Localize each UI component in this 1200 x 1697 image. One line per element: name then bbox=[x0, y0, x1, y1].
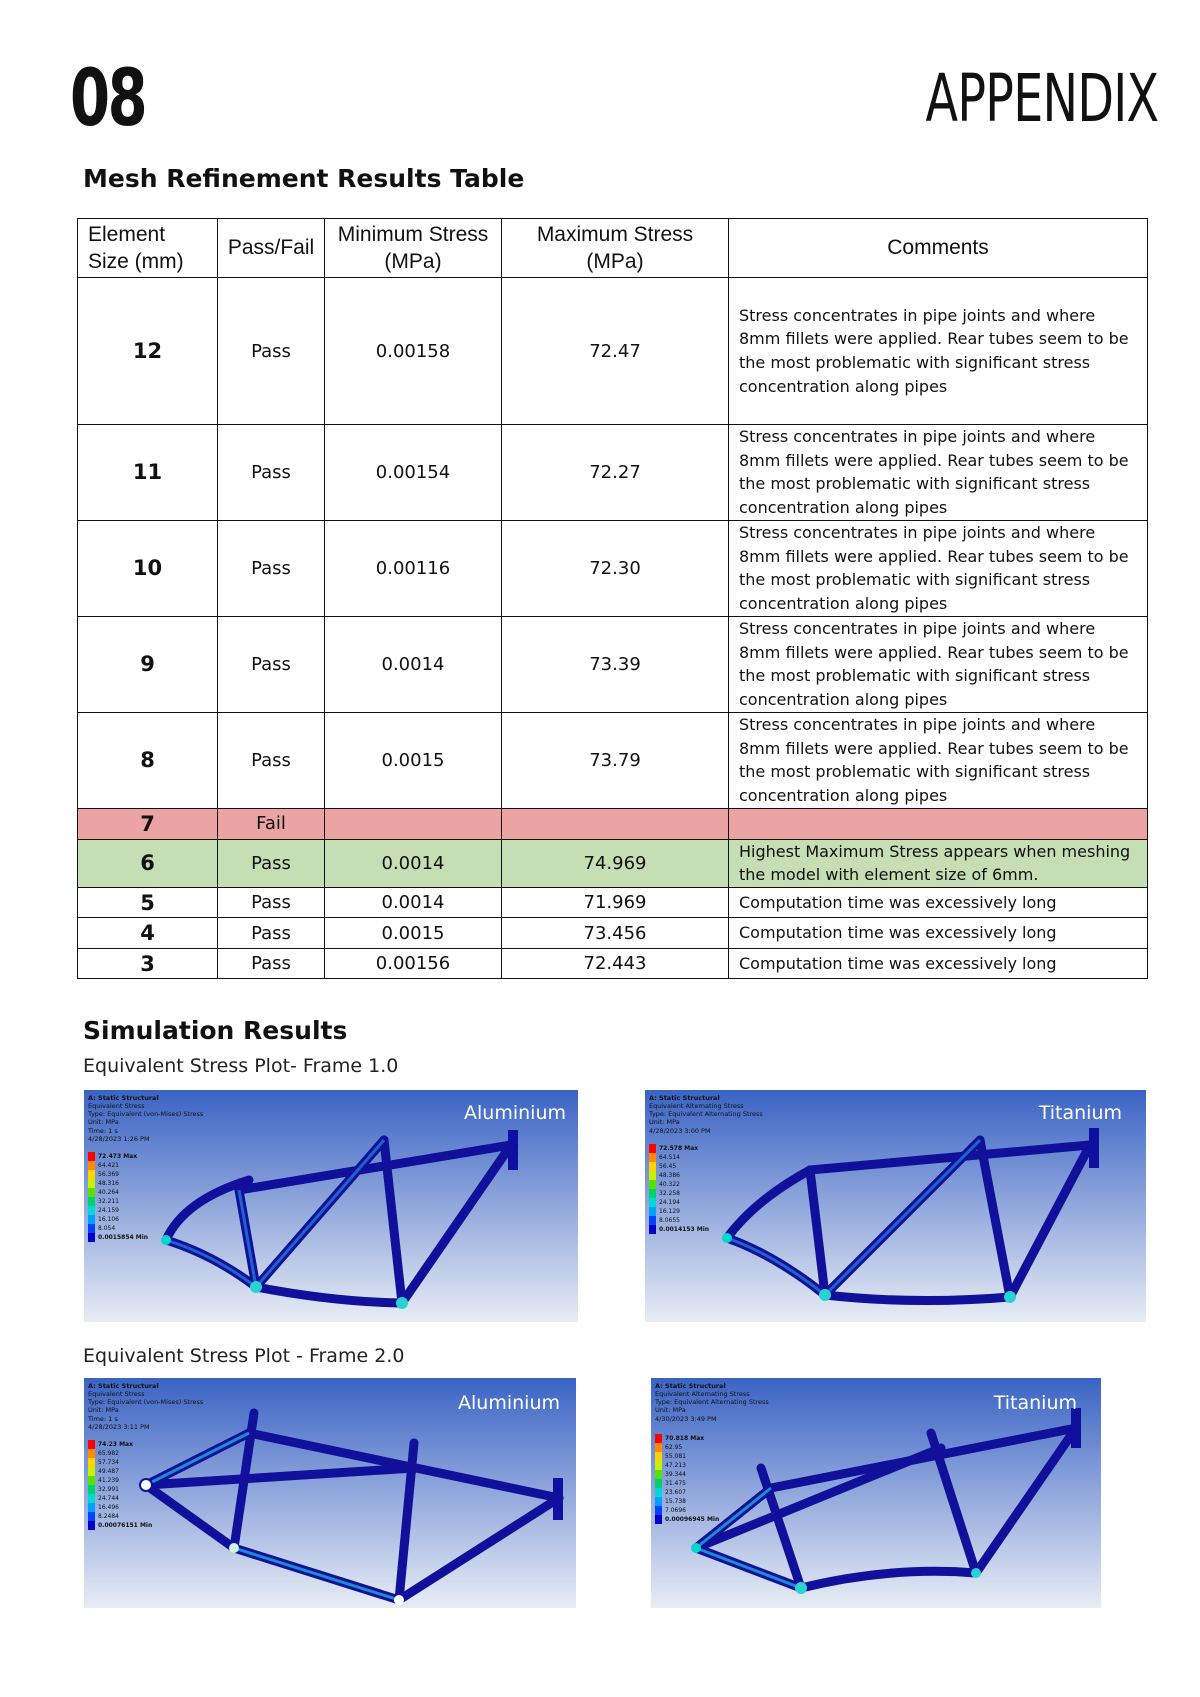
cell-size: 8 bbox=[78, 712, 218, 808]
table-row bbox=[78, 616, 1148, 712]
cell-min: 0.0015 bbox=[325, 712, 502, 808]
cell-result: Pass bbox=[218, 888, 325, 918]
stress-plot-frame2-titanium bbox=[651, 1378, 1101, 1608]
cell-min: 0.0014 bbox=[325, 616, 502, 712]
material-label: Titanium bbox=[993, 1392, 1077, 1414]
cell-comment: Computation time was excessively long bbox=[729, 949, 1148, 979]
frame1-label: Equivalent Stress Plot- Frame 1.0 bbox=[83, 1055, 399, 1077]
table-row-highlight bbox=[78, 839, 1148, 887]
table-row bbox=[78, 918, 1148, 949]
cell-result: Pass bbox=[218, 712, 325, 808]
cell-result: Pass bbox=[218, 839, 325, 887]
stress-legend: 72.473 Max 64.421 56.369 48.316 40.264 32.211 24.159 16.106 8.054 0.0015854 Min bbox=[88, 1152, 148, 1242]
cell-max: 73.456 bbox=[502, 918, 729, 949]
cell-max: 73.39 bbox=[502, 616, 729, 712]
cell-size: 11 bbox=[78, 425, 218, 521]
cell-min bbox=[325, 808, 502, 839]
cell-result: Pass bbox=[218, 616, 325, 712]
stress-plot-frame2-aluminium bbox=[84, 1378, 576, 1608]
cell-min: 0.0014 bbox=[325, 839, 502, 887]
cell-min: 0.00154 bbox=[325, 425, 502, 521]
cell-result: Pass bbox=[218, 520, 325, 616]
plot-info: A: Static Structural Equivalent Alternating Stress Type: Equivalent Alternating Stress Unit: MPa 4/28/2023 3:00 PM bbox=[649, 1094, 763, 1135]
cell-min: 0.00156 bbox=[325, 949, 502, 979]
material-label: Aluminium bbox=[464, 1102, 566, 1124]
stress-plot-frame1-titanium bbox=[645, 1090, 1146, 1322]
cell-comment: Stress concentrates in pipe joints and where 8mm fillets were applied. Rear tubes seem to be the most problematic with significant stress concentration along pipes bbox=[729, 278, 1148, 425]
cell-size: 10 bbox=[78, 520, 218, 616]
column-header-element-size: Element Size (mm) bbox=[78, 219, 218, 278]
cell-comment: Stress concentrates in pipe joints and where 8mm fillets were applied. Rear tubes seem to be the most problematic with significant stress concentration along pipes bbox=[729, 712, 1148, 808]
cell-max: 72.30 bbox=[502, 520, 729, 616]
cell-min: 0.00158 bbox=[325, 278, 502, 425]
cell-result: Pass bbox=[218, 949, 325, 979]
simulation-heading: Simulation Results bbox=[83, 1016, 348, 1045]
table-row bbox=[78, 712, 1148, 808]
cell-comment: Computation time was excessively long bbox=[729, 888, 1148, 918]
cell-result: Fail bbox=[218, 808, 325, 839]
cell-max: 71.969 bbox=[502, 888, 729, 918]
table-row bbox=[78, 425, 1148, 521]
cell-max: 72.47 bbox=[502, 278, 729, 425]
table-row-fail bbox=[78, 808, 1148, 839]
table-row bbox=[78, 888, 1148, 918]
page-title: APPENDIX bbox=[925, 60, 1158, 137]
cell-comment: Stress concentrates in pipe joints and where 8mm fillets were applied. Rear tubes seem to be the most problematic with significant stress concentration along pipes bbox=[729, 520, 1148, 616]
cell-max: 73.79 bbox=[502, 712, 729, 808]
cell-comment bbox=[729, 808, 1148, 839]
column-header-min-stress: Minimum Stress (MPa) bbox=[325, 219, 502, 278]
cell-size: 3 bbox=[78, 949, 218, 979]
mesh-table-heading: Mesh Refinement Results Table bbox=[83, 164, 525, 193]
cell-max: 72.443 bbox=[502, 949, 729, 979]
cell-size: 9 bbox=[78, 616, 218, 712]
plot-info: A: Static Structural Equivalent Stress Type: Equivalent (von-Mises) Stress Unit: MPa Time: 1 s 4/28/2023 1:26 PM bbox=[88, 1094, 204, 1143]
cell-size: 5 bbox=[78, 888, 218, 918]
cell-result: Pass bbox=[218, 918, 325, 949]
cell-size: 7 bbox=[78, 808, 218, 839]
cell-comment: Highest Maximum Stress appears when meshing the model with element size of 6mm. bbox=[729, 839, 1148, 887]
plot-info: A: Static Structural Equivalent Alternating Stress Type: Equivalent Alternating Stress Unit: MPa 4/30/2023 3:49 PM bbox=[655, 1382, 769, 1423]
cell-comment: Stress concentrates in pipe joints and where 8mm fillets were applied. Rear tubes seem to be the most problematic with significant stress concentration along pipes bbox=[729, 616, 1148, 712]
stress-legend: 72.578 Max 64.514 56.45 48.386 40.322 32.258 24.194 16.129 8.0655 0.0014153 Min bbox=[649, 1144, 709, 1234]
table-header-row bbox=[78, 219, 1148, 278]
stress-legend: 70.818 Max 62.95 55.081 47.213 39.344 31.475 23.607 15.738 7.0696 0.00096945 Min bbox=[655, 1434, 719, 1524]
stress-plot-frame1-aluminium bbox=[84, 1090, 578, 1322]
cell-size: 4 bbox=[78, 918, 218, 949]
cell-min: 0.00116 bbox=[325, 520, 502, 616]
section-number: 08 bbox=[70, 54, 146, 144]
material-label: Aluminium bbox=[458, 1392, 560, 1414]
plot-info: A: Static Structural Equivalent Stress Type: Equivalent (von-Mises) Stress Unit: MPa Time: 1 s 4/28/2023 3:11 PM bbox=[88, 1382, 204, 1431]
table-row bbox=[78, 520, 1148, 616]
table-row bbox=[78, 278, 1148, 425]
cell-max: 74.969 bbox=[502, 839, 729, 887]
cell-max: 72.27 bbox=[502, 425, 729, 521]
material-label: Titanium bbox=[1038, 1102, 1122, 1124]
cell-result: Pass bbox=[218, 425, 325, 521]
cell-size: 12 bbox=[78, 278, 218, 425]
column-header-pass-fail: Pass/Fail bbox=[218, 219, 325, 278]
mesh-refinement-table bbox=[77, 218, 1148, 979]
cell-max bbox=[502, 808, 729, 839]
cell-size: 6 bbox=[78, 839, 218, 887]
column-header-max-stress: Maximum Stress (MPa) bbox=[502, 219, 729, 278]
column-header-comments: Comments bbox=[729, 219, 1148, 278]
cell-comment: Stress concentrates in pipe joints and where 8mm fillets were applied. Rear tubes seem to be the most problematic with significant stress concentration along pipes bbox=[729, 425, 1148, 521]
frame2-label: Equivalent Stress Plot - Frame 2.0 bbox=[83, 1345, 405, 1367]
cell-min: 0.0015 bbox=[325, 918, 502, 949]
stress-legend: 74.23 Max 65.982 57.734 49.487 41.239 32.991 24.744 16.496 8.2484 0.00076151 Min bbox=[88, 1440, 152, 1530]
cell-result: Pass bbox=[218, 278, 325, 425]
cell-comment: Computation time was excessively long bbox=[729, 918, 1148, 949]
cell-min: 0.0014 bbox=[325, 888, 502, 918]
table-row bbox=[78, 949, 1148, 979]
